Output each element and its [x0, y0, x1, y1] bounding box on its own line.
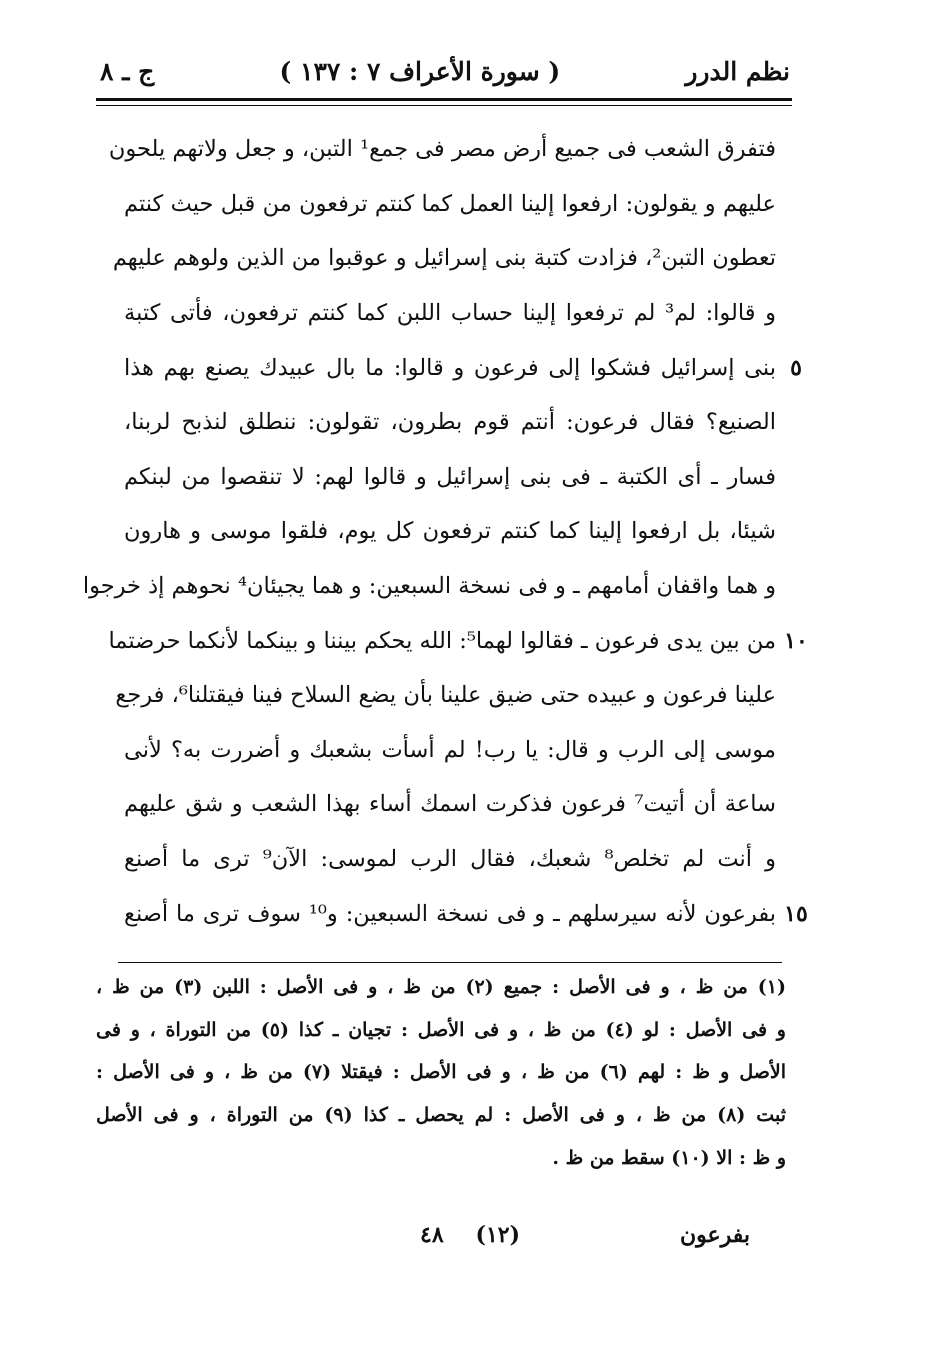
footnotes	[96, 966, 786, 1179]
line-text: بفرعون لأنه سيرسلهم ـ و فى نسخة السبعين: و¹⁰ سوف ترى ما أصنع	[124, 900, 776, 927]
text-line	[96, 723, 816, 778]
footnote-line: الأصل و ظ : لهم (٦) من ظ ، و فى الأصل : فيقتلا (٧) من ظ ، و فى الأصل :	[96, 1061, 786, 1084]
header-rule	[96, 98, 792, 101]
volume-number: ج ـ ٨	[100, 56, 155, 86]
line-text: موسى إلى الرب و قال: يا رب! لم أسأت بشعبك و أضررت به؟ لأنى	[124, 736, 776, 763]
text-line	[96, 504, 816, 559]
text-line	[96, 777, 816, 832]
text-line	[96, 886, 816, 941]
page-header	[100, 48, 790, 94]
footnote-line: ثبت (٨) من ظ ، و فى الأصل : لم يحصل ـ كذا (٩) من التوراة ، و فى الأصل	[96, 1103, 786, 1126]
line-text: و هما واقفان أمامهم ـ و فى نسخة السبعين: و هما يجيئان⁴ نحوهم إذ خرجوا	[82, 573, 776, 600]
text-line	[96, 832, 816, 887]
signature-mark: (١٢)	[475, 1222, 520, 1248]
line-text: شيئا، بل ارفعوا إلينا كما كنتم ترفعون كل يوم، فلقوا موسى و هارون	[124, 518, 776, 545]
footnote-line: و فى الأصل : لو (٤) من ظ ، و فى الأصل : تجيان ـ كذا (٥) من التوراة ، و فى	[96, 1018, 786, 1041]
line-text: تعطون التبن²، فزادت كتبة بنى إسرائيل و عوقبوا من الذين ولوهم عليهم	[112, 245, 776, 272]
footnote-line: (١) من ظ ، و فى الأصل : جميع (٢) من ظ ، و فى الأصل : اللبن (٣) من ظ ،	[96, 976, 786, 998]
line-text: عليهم و يقولون: ارفعوا إلينا العمل كما كنتم ترفعون من قبل حيث كنتم	[124, 190, 776, 217]
line-text: فسار ـ أى الكتبة ـ فى بنى إسرائيل و قالوا لهم: لا تنقصوا من لبنكم	[124, 463, 776, 490]
page-number: ٤٨	[420, 1222, 444, 1248]
text-line	[96, 395, 816, 450]
surah-reference: ( سورة الأعراف ٧ : ١٣٧ )	[279, 56, 561, 86]
line-text: ساعة أن أتيت⁷ فرعون فذكرت اسمك أساء بهذا الشعب و شق عليهم	[124, 791, 776, 818]
footnote-rule	[118, 962, 782, 963]
line-text: فتفرق الشعب فى جميع أرض مصر فى جمع¹ التبن، و جعل ولاتهم يلحون	[108, 136, 776, 163]
text-line	[96, 231, 816, 286]
footnote-line: و ظ : الا (١٠) سقط من ظ .	[552, 1146, 786, 1169]
page-footer	[150, 1222, 750, 1262]
line-number: ٥	[790, 354, 802, 381]
text-line	[96, 177, 816, 232]
text-line	[96, 340, 816, 395]
text-line	[96, 450, 816, 505]
text-line	[82, 559, 816, 614]
line-text: الصنيع؟ فقال فرعون: أنتم قوم بطرون، تقولون: ننطلق لنذبح لربنا،	[124, 409, 776, 436]
header-rule-thin	[96, 105, 792, 106]
line-text: علينا فرعون و عبيده حتى ضيق علينا بأن يضع السلاح فينا فيقتلنا⁶، فرجع	[115, 682, 776, 709]
text-line	[96, 668, 816, 723]
line-text: بنى إسرائيل فشكوا إلى فرعون و قالوا: ما بال عبيدك يصنع بهم هذا	[124, 354, 776, 381]
text-line	[96, 613, 816, 668]
line-number: ١٥	[784, 900, 808, 927]
line-text: و قالوا: لم³ لم ترفعوا إلينا حساب اللبن كما كنتم ترفعون، فأتى كتبة	[124, 300, 777, 327]
text-line	[96, 122, 816, 177]
main-text	[82, 122, 816, 941]
catchword: بفرعون	[679, 1222, 750, 1248]
book-title: نظم الدرر	[685, 56, 790, 86]
text-line	[96, 286, 816, 341]
line-text: و أنت لم تخلص⁸ شعبك، فقال الرب لموسى: الآن⁹ ترى ما أصنع	[124, 846, 776, 873]
line-text: من بين يدى فرعون ـ فقالوا لهما⁵: الله يحكم بيننا و بينكما لأنكما حرضتما	[108, 627, 776, 654]
line-number: ١٠	[784, 627, 808, 654]
